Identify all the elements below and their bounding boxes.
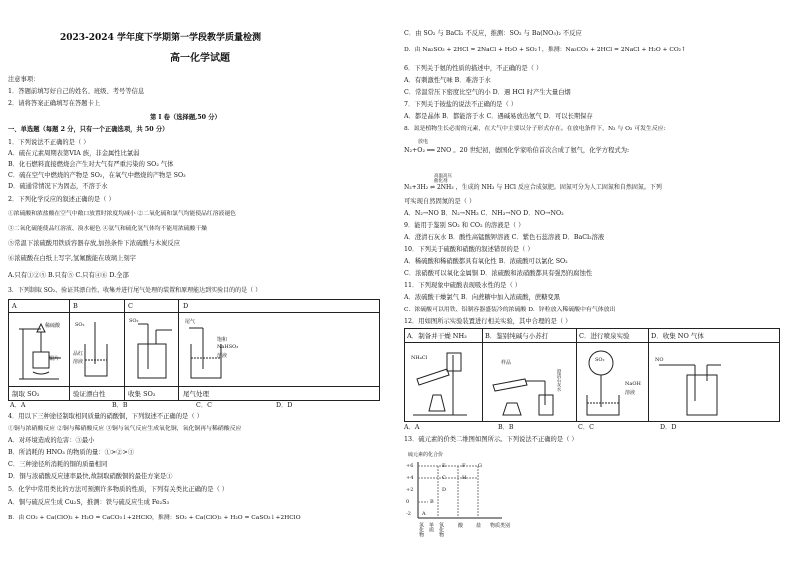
table-header: A．制备并干燥 NH₃ (407, 332, 467, 340)
question-line: A.只有①②⑤ B.只有⑤ C.只有④⑥ D.全部 (8, 272, 129, 279)
chart-point: D (442, 487, 447, 493)
chart-tick: +6 (406, 463, 414, 469)
question-line: 1．下列说法不正确的是（ ） (8, 139, 90, 146)
question-line: 6．下列关于氨的性质的描述中，不正确的是（ ） (404, 65, 543, 72)
question-line: ①铜与浓硝酸反应 ②铜与稀硝酸反应 ③铜与氧气反应生成氧化铜，氧化铜再与稀硝酸反应 (8, 426, 242, 432)
question-line: B．所消耗的 HNO₃ 的物质的量：①>②>③ (8, 449, 135, 456)
question-line: 10．下列关于硫酸和硝酸的叙述错误的是（ ） (404, 246, 534, 253)
question-line: 2．下列化学反应的叙述正确的是（ ） (8, 196, 115, 203)
question-line: N₂+3H₂ ⇌ 2NH₃ ，生成的 NH₃ 与 HCl 反应合成氨肥。固氮可分为人工固氮和自然固氮。下列 (404, 184, 662, 191)
drawing-label: 品红 (73, 351, 84, 357)
chart-point: A (422, 511, 426, 517)
right-column (398, 0, 783, 561)
exam-title: 2023-2024 学年度下学期第一学段教学质量检测 (60, 33, 261, 43)
question-line: D．铜与浓硝酸反应速率最快,故制取硝酸铜的最佳方案是① (8, 473, 173, 480)
question-line: C．三种途径所消耗的铜的质量相同 (8, 461, 108, 468)
question-line: C．由 SO₂ 与 BaCl₂ 不反应，推测：SO₂ 与 Ba(NO₃)₂ 不反应 (404, 30, 582, 37)
question-line: 8．氮是植物生长必需的元素，在大气中主要以分子形式存在。在放电条件下，N₂ 与 O₂ 可发生反应: (404, 126, 666, 132)
question-line: A．N₂→NO B．N₂→NH₃ C．NH₃→NO D．NO→NO₂ (404, 210, 564, 217)
question-line: 9．能用于鉴别 SO₂ 和 CO₂ 的溶液是（ ） (404, 222, 525, 229)
table-caption: 收集 SO₂ (128, 390, 156, 398)
no-collection-drawing (651, 345, 777, 419)
drawing-label: 溶液 (625, 390, 636, 396)
question-line: 12．用如图所示实验装置进行相关实验，其中合理的是（ ） (404, 318, 572, 325)
left-column (0, 0, 385, 561)
chart-x-label: 氢化物 (418, 522, 424, 537)
question-line: A．稀硫酸和稀硝酸都具有氧化性 B．浓硫酸可以氯化 SO₂ (404, 258, 568, 265)
note-item: 1．答题前填写好自己的姓名、班级、考号等信息 (8, 88, 145, 95)
exam-subtitle: 高一化学试题 (170, 53, 230, 64)
question-line: 13．硫元素的价类二维图如图所示。下列说法不正确的是（ ） (404, 436, 578, 443)
option: A．A (10, 402, 26, 409)
chart-tick: 0 (406, 499, 410, 505)
carbonate-identification-drawing (485, 345, 575, 419)
section-heading: 第 I 卷（选择题,50 分） (150, 114, 221, 121)
option: C．C (578, 424, 594, 431)
chart-x-label: 单质 (428, 522, 434, 532)
chart-point: H (462, 475, 467, 481)
question-line: A．对环境造成的危害：③最小 (8, 437, 95, 444)
chart-point: G (478, 463, 482, 469)
option: D．D (276, 402, 293, 409)
question-line: 4．用以下三种途径制取相同质量的硝酸铜，下列叙述不正确的是（ ） (8, 413, 203, 420)
question-line: A．都是晶体 B．都能溶于水 C．遇碱易放出氨气 D．可以长期保存 (404, 113, 593, 120)
drawing-label: 铜片 (49, 356, 60, 362)
option: A．A (404, 424, 420, 431)
chart-tick: +4 (406, 475, 414, 481)
chart-x-label: 盐 (476, 523, 482, 529)
drawing-label: SO₂ (595, 357, 605, 363)
notes-heading: 注意事项： (8, 76, 40, 83)
drawing-label: 样品 (501, 360, 512, 366)
question-line: 7．下列关于铵盐的说法不正确的是（ ） (404, 101, 518, 108)
note-item: 2．请将答案正确填写在答题卡上 (8, 100, 101, 107)
chart-x-axis-label: 物质类别 (490, 523, 511, 529)
drawing-label: NaOH (625, 381, 641, 387)
question-line: ①浓硫酸和浓盐酸在空气中敞口放置时浓度均减小 ②二氧化硫和氯气均能使品红溶液褪色 (8, 211, 236, 217)
table-header: C (128, 302, 133, 310)
question-line: D．由 Na₂SO₃ + 2HCl = 2NaCl + H₂O + SO₂↑，推测：Na₂CO₃ + 2HCl = 2NaCl + H₂O + CO₂↑ (404, 47, 686, 53)
drawing-label: 稀硫酸 (45, 323, 61, 329)
drawing-label: 溶液 (73, 359, 84, 365)
chart-x-label: 氧化物 (438, 522, 444, 537)
question-line: B．由 CO₂ + Ca(ClO)₂ + H₂O = CaCO₃↓+2HClO，推测：SO₂ + Ca(ClO)₂ + H₂O = CaSO₃↓+2HClO (8, 515, 301, 521)
chart-point: F (462, 463, 466, 469)
chart-point: C (442, 475, 446, 481)
question-line: C．浓硝酸可以氧化金属铜 D．浓硫酸和浓硝酸都具有强烈的腐蚀性 (404, 270, 593, 277)
reaction-condition: 放电 (418, 139, 429, 145)
question-line: ⑤常温下浓硫酸用铁质容器存放,加热条件下浓硫酸与木炭反应 (8, 240, 181, 247)
chart-point: B (430, 499, 434, 505)
table-header: D (183, 302, 189, 310)
drawing-label: 尾气 (185, 319, 196, 325)
option: B．B (112, 402, 128, 409)
question-line: 5．化学中常用类比的方法可预测许多物质的性质，下列有关类比正确的是（ ） (8, 486, 229, 493)
q12-apparatus-table (404, 328, 780, 422)
table-caption: 制取 SO₂ (12, 390, 40, 398)
drawing-label: SO₂ (129, 318, 139, 324)
chart-tick: +2 (406, 487, 414, 493)
drawing-label: 饱和 (217, 337, 228, 343)
table-header: C．进行喷泉实验 (579, 332, 630, 340)
question-line: A．铜与硫反应生成 Cu₂S，推测：铁与硫反应生成 Fe₂S₃ (8, 499, 170, 506)
table-header: B．鉴别纯碱与小苏打 (485, 332, 549, 340)
table-header: A (12, 302, 17, 310)
drawing-label: NH₄Cl (411, 355, 428, 361)
table-caption: 验证漂白性 (73, 390, 106, 398)
drawing-label: 澄清石灰水 (556, 369, 561, 392)
question-line: A．浓硫酸干燥氯气 B．向蔗糖中加入浓硫酸，蔗糖变黑 (404, 294, 561, 301)
table-caption: 尾气处理 (183, 390, 209, 398)
reaction-condition: 高温高压 催化剂 (434, 174, 452, 184)
question-line: B．化石燃料直接燃烧会产生对大气有严重污染的 SO₂ 气体 (8, 161, 174, 168)
question-line: C．浓硫酸可以用铁、铝制容器盛装冷的浓硫酸 D．锌粒放入稀硫酸中有气体放出 (404, 307, 616, 313)
part-heading: 一、单选题（每题 2 分，只有一个正确选项，共 50 分） (8, 126, 169, 133)
table-header: D．收集 NO 气体 (651, 332, 704, 340)
drawing-label: NO (655, 357, 664, 363)
question-line: A．有刺激性气味 B．难溶于水 (404, 77, 491, 84)
chart-tick: -2 (406, 511, 411, 517)
option: B．B (498, 424, 514, 431)
chart-point: E (442, 463, 446, 469)
drawing-label: SO₂ (75, 322, 85, 328)
option: D．D (660, 424, 677, 431)
question-line: 3．下列制取 SO₂、验证其漂白性、收集并进行尾气处理的装置和原理能达到实验目的的是（ ） (8, 287, 262, 294)
question-line: ⑥浓硫酸在白纸上写字,氢氟酸能在玻璃上刻字 (8, 255, 136, 262)
option: C．C (196, 402, 212, 409)
question-line: D．硫通常情况下为固态，不溶于水 (8, 183, 108, 190)
question-line: C．常温常压下密度比空气的小 D．遇 HCl 时产生大量白烟 (404, 89, 571, 96)
drawing-label: 溶液 (217, 353, 228, 359)
question-line: A．澄清石灰水 B．酸性高锰酸钾溶液 C．紫色石蕊溶液 D．BaCl₂溶液 (404, 234, 605, 241)
drawing-label: NaHSO₃ (217, 344, 239, 350)
q3-apparatus-table (8, 299, 380, 401)
gas-collection-drawing (126, 314, 178, 384)
question-line: 11．下列现象中硫酸表现吸水性的是（ ） (404, 282, 522, 289)
table-header: B (73, 302, 78, 310)
question-line: A．硫在元素周期表第VIA 族，非金属性比氯弱 (8, 150, 140, 157)
question-line: ③二氧化硫能使品红溶液、溴水褪色 ④氨气和硫化氢气体均不能用浓硫酸干燥 (8, 226, 207, 232)
chart-y-label: 硫元素的化合价 (408, 452, 444, 458)
question-line: N₂+O₂ ══ 2NO 。20 世纪初，德国化学家哈伯首次合成了氨气，化学方程式为: (404, 147, 630, 154)
question-line: C．硫在空气中燃烧的产物是 SO₂，在氧气中燃烧的产物是 SO₃ (8, 172, 186, 179)
question-line: 可实现自然固氮的是（ ） (404, 198, 476, 205)
chart-x-label: 酸 (458, 523, 464, 529)
